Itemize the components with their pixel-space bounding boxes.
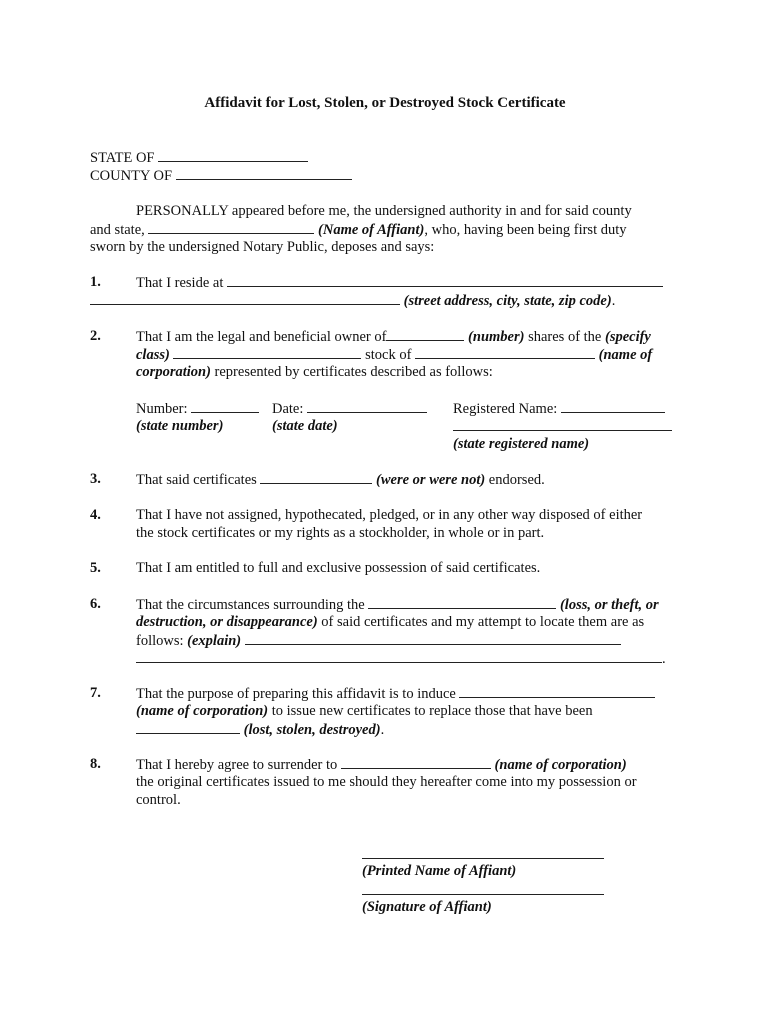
cert-date-row [272,399,427,418]
item-7-period: . [380,722,385,738]
state-label: STATE OF [90,150,155,166]
number-hint: (number) [468,329,525,345]
item-5-number: 5. [90,560,101,576]
item-1-text: That I reside at [136,275,224,291]
item-3-text-b: endorsed. [488,472,545,488]
item-3-line [136,470,545,489]
item-2-line-2 [136,345,652,364]
date-label: Date: [272,401,304,417]
state-line [90,148,308,167]
item-6-period: . [662,651,666,667]
lost-stolen-blank[interactable] [136,720,240,734]
lost-stolen-hint: (lost, stolen, destroyed) [243,722,381,738]
item-8-line-1 [136,755,627,774]
cert-date-blank[interactable] [307,399,427,413]
circumstances-blank[interactable] [368,595,556,609]
item-2-number: 2. [90,328,101,344]
item-8-line-2: the original certificates issued to me should they hereafter come into my possession or [136,774,637,790]
county-line [90,166,352,185]
item-1-period: . [611,293,616,309]
item-6-text-c: follows: [136,633,184,649]
class-blank[interactable] [173,345,361,359]
item-7-line-3 [136,720,384,739]
item-6-line-4 [136,649,666,668]
affiant-name-hint: (Name of Affiant) [318,222,425,238]
item-6-number: 6. [90,596,101,612]
residence-blank[interactable] [227,273,663,287]
name-of-hint: (name of [598,347,653,363]
intro-line-2-suffix: , who, having been being first duty [424,222,627,238]
item-2-text-a: That I am the legal and beneficial owner of [136,329,387,345]
county-label: COUNTY OF [90,168,173,184]
item-6-line-3 [136,631,621,650]
item-5-line: That I am entitled to full and exclusive possession of said certificates. [136,560,541,576]
intro-line-2 [90,220,627,239]
corporation-hint: corporation) [136,364,211,380]
item-8-corporation-hint: (name of corporation) [494,757,627,773]
registered-name-label: Registered Name: [453,401,558,417]
state-number-hint: (state number) [136,418,224,434]
item-4-line-2: the stock certificates or my rights as a stockholder, in whole or in part. [136,525,545,541]
intro-line-1: PERSONALLY appeared before me, the undersigned authority in and for said county [136,203,632,219]
item-4-line-1: That I have not assigned, hypothecated, pledged, or in any other way disposed of either [136,507,643,523]
address-hint: (street address, city, state, zip code) [403,293,612,309]
cert-number-blank[interactable] [191,399,259,413]
intro-and-state-text: and state, [90,222,145,238]
signature-label: (Signature of Affiant) [362,899,492,915]
specify-hint: (specify [604,329,651,345]
item-1-number: 1. [90,274,101,290]
item-6-line-1 [136,595,659,614]
item-7-number: 7. [90,685,101,701]
item-7-line-2 [136,702,593,720]
state-blank[interactable] [158,148,308,162]
signature-line[interactable] [362,894,604,895]
explain-hint: (explain) [187,633,242,649]
item-2-text-f: stock of [365,347,412,363]
cert-registered-row [453,399,665,418]
item-1-line-1 [136,273,663,292]
number-label: Number: [136,401,188,417]
class-hint: class) [136,347,170,363]
loss-theft-hint: (loss, or theft, or [559,597,659,613]
residence-blank-2[interactable] [90,291,400,305]
printed-name-label: (Printed Name of Affiant) [362,863,517,879]
item-2-text-c: shares of the [528,329,602,345]
item-7-corporation-hint: (name of corporation) [136,703,269,719]
item-2-text-i: represented by certificates described as follows: [214,364,493,380]
item-8-line-3: control. [136,792,181,808]
item-7-text-a: That the purpose of preparing this affidavit is to induce [136,686,456,702]
share-number-blank[interactable] [386,327,464,341]
endorsed-blank[interactable] [260,470,372,484]
item-8-text-a: That I hereby agree to surrender to [136,757,338,773]
state-registered-hint: (state registered name) [453,436,590,452]
printed-name-line[interactable] [362,858,604,859]
document-title: Affidavit for Lost, Stolen, or Destroyed Stock Certificate [204,95,566,111]
item-7-text-b: to issue new certificates to replace those that have been [271,703,593,719]
registered-name-blank[interactable] [561,399,665,413]
explain-blank[interactable] [245,631,621,645]
were-or-were-not-hint: (were or were not) [376,472,486,488]
cert-number-row [136,399,259,418]
intro-line-3: sworn by the undersigned Notary Public, deposes and says: [90,239,435,255]
item-2-line-1 [136,327,651,346]
item-3-text-a: That said certificates [136,472,257,488]
affiant-name-blank[interactable] [148,220,314,234]
item-3-number: 3. [90,471,101,487]
item-6-text-a: That the circumstances surrounding the [136,597,365,613]
item-6-text-b: of said certificates and my attempt to locate them are as [321,614,645,630]
item-7-line-1 [136,684,655,703]
destruction-hint: destruction, or disappearance) [136,614,318,630]
item-1-line-2 [90,291,615,310]
explain-blank-2[interactable] [136,649,662,663]
state-date-hint: (state date) [272,418,338,434]
item-4-number: 4. [90,507,101,523]
item-6-line-2 [136,613,644,631]
county-blank[interactable] [176,166,352,180]
registered-name-blank-2[interactable] [453,430,672,431]
item-8-number: 8. [90,756,101,772]
corporation-blank[interactable] [415,345,595,359]
item-2-line-3 [136,363,493,381]
surrender-blank[interactable] [341,755,491,769]
induce-blank[interactable] [459,684,655,698]
